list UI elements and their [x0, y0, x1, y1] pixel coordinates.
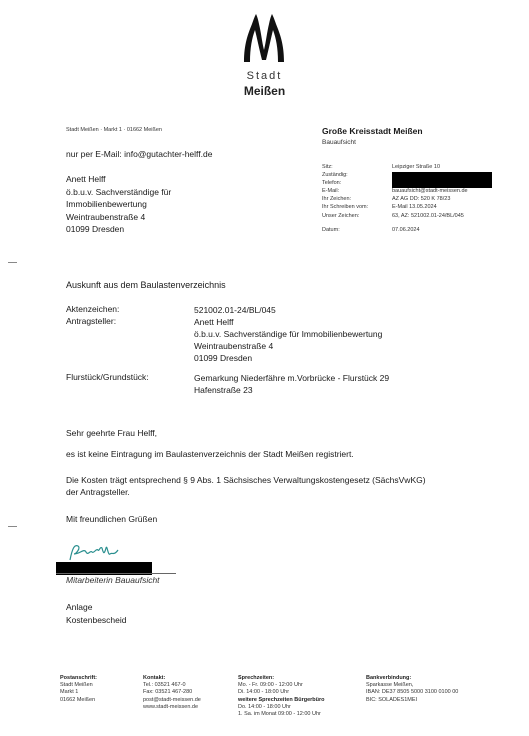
- fold-mark: [8, 262, 17, 263]
- footer-bank: Bankverbindung: Sparkasse Meißen, IBAN: DE37 8505 5000 3100 0100 00 BIC: SOLADES1MEI: [366, 675, 459, 703]
- paragraph-2: Die Kosten trägt entsprechend § 9 Abs. 1 Sächsisches Verwaltungskostengesetz (SächsVwKG) der Antragsteller.: [66, 475, 426, 497]
- salutation: Sehr geehrte Frau Helff,: [66, 428, 158, 438]
- sender-line: Stadt Meißen · Markt 1 · 01662 Meißen: [66, 127, 162, 133]
- recipient-line: ö.b.u.v. Sachverständige für: [66, 186, 172, 197]
- recipient-line: Weintraubenstraße 4: [66, 211, 146, 222]
- signature-line: [56, 573, 176, 574]
- signature-image: [66, 540, 126, 564]
- recipient-line: Anett Helff: [66, 174, 106, 184]
- attachment-item: Kostenbescheid: [66, 614, 127, 625]
- subject-line: Auskunft aus dem Baulastenverzeichnis: [66, 280, 226, 290]
- date-row: Datum: 07.06.2024: [322, 226, 420, 233]
- recipient-line: 01099 Dresden: [66, 224, 125, 234]
- recipient-address: [66, 173, 171, 236]
- logo-text-stadt: Stadt: [246, 70, 283, 82]
- footer-contact: Kontakt: Tel.: 03521 467-0 Fax: 03521 467-280 post@stadt-meissen.de www.stadt-meissen.de: [143, 675, 201, 710]
- attachment-block: [66, 601, 127, 626]
- logo-text-meissen: Meißen: [243, 84, 286, 98]
- info-row: Zuständig:: [322, 172, 348, 179]
- attachment-label: Anlage: [66, 602, 93, 612]
- signature-role: Mitarbeiterin Bauaufsicht: [66, 575, 160, 585]
- department-name: Bauaufsicht: [322, 139, 356, 146]
- info-row: E-Mail: bauaufsicht@stadt-meissen.de: [322, 188, 468, 195]
- fold-mark: [8, 526, 17, 527]
- authority-name: Große Kreisstadt Meißen: [322, 126, 423, 136]
- closing: Mit freundlichen Grüßen: [66, 514, 158, 524]
- info-row: Telefon:: [322, 180, 342, 187]
- case-fields: [66, 304, 496, 402]
- redaction-box: [392, 172, 492, 188]
- field-applicant: Antragsteller: Anett Helff ö.b.u.v. Sachverständige für Immobilienbewertung Weintraubenstraße 4 01099 Dresden: [66, 316, 383, 363]
- field-file: Aktenzeichen: 521002.01-24/BL/045: [66, 304, 276, 315]
- city-logo-icon: [238, 12, 290, 64]
- info-row: Unser Zeichen: 63, AZ: 521002.01-24/BL/045: [322, 212, 464, 219]
- field-parcel: Flurstück/Grundstück: Gemarkung Niederfähre m.Vorbrücke - Flurstück 29 Hafenstraße 23: [66, 372, 390, 395]
- paragraph-1: es ist keine Eintragung im Baulastenverzeichnis der Stadt Meißen registriert.: [66, 449, 354, 459]
- info-row: Ihr Zeichen: AZ AG DD: 520 K 78/23: [322, 196, 451, 203]
- info-row: Sitz: Leipziger Straße 10: [322, 164, 440, 170]
- info-row: Ihr Schreiben vom: E-Mail 13.05.2024: [322, 204, 437, 211]
- footer-hours: Sprechzeiten: Mo. - Fr. 09:00 - 12:00 Uhr Di. 14:00 - 18:00 Uhr weitere Sprechzeiten Bürgerbüro Do. 14:00 - 18:00 Uhr 1. Sa. im Monat 09:00 - 12:00 Uhr: [238, 675, 325, 718]
- recipient-line: Immobilienbewertung: [66, 199, 147, 209]
- footer-postal: Postanschrift: Stadt Meißen Markt 1 01662 Meißen: [60, 675, 97, 703]
- delivery-note: nur per E-Mail: info@gutachter-helff.de: [66, 149, 213, 159]
